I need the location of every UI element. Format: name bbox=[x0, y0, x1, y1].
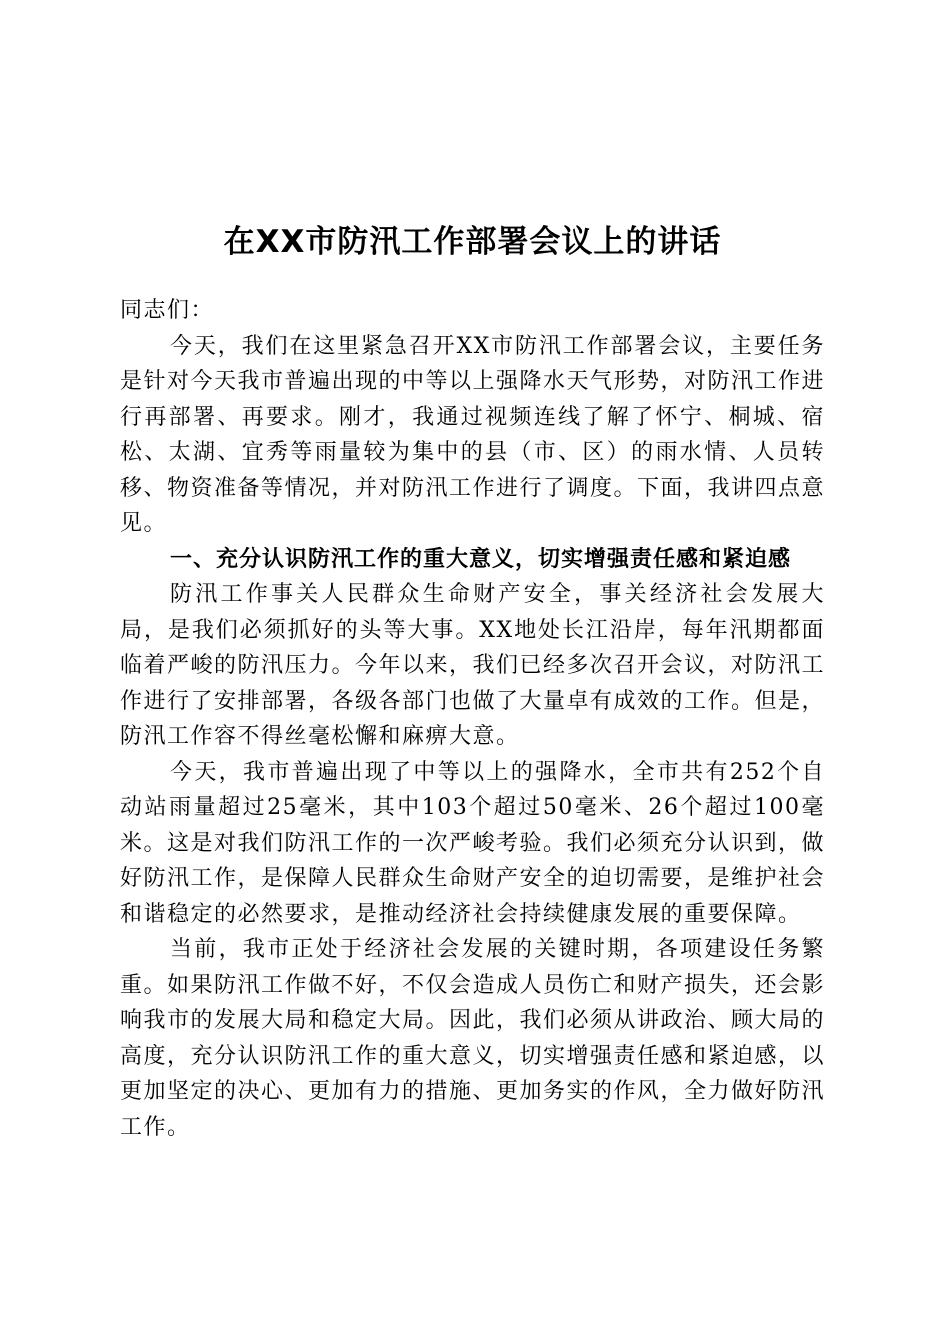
document-title: 在XX市防汛工作部署会议上的讲话 bbox=[223, 223, 722, 260]
section-heading-1: 一、充分认识防汛工作的重大意义，切实增强责任感和紧迫感 bbox=[170, 546, 792, 572]
document-body bbox=[120, 293, 825, 1145]
paragraph-rainfall: 今天，我市普遍出现了中等以上的强降水，全市共有252个自动站雨量超过25毫米，其中103个超过50毫米、26个超过100毫米。这是对我们防汛工作的一次严峻考验。我们必须充分认识到，做好防汛工作，是保障人民群众生命财产安全的迫切需要，是维护社会和谐稳定的必然要求，是推动经济社会持续健康发展的重要保障。 bbox=[120, 759, 826, 927]
paragraph-intro: 今天，我们在这里紧急召开XX市防汛工作部署会议，主要任务是针对今天我市普遍出现的中等以上强降水天气形势，对防汛工作进行再部署、再要求。刚才，我通过视频连线了解了怀宁、桐城、宿松、太湖、宜秀等雨量较为集中的县（市、区）的雨水情、人员转移、物资准备等情况，并对防汛工作进行了调度。下面，我讲四点意见。 bbox=[120, 333, 826, 536]
paragraph-current-period: 当前，我市正处于经济社会发展的关键时期，各项建设任务繁重。如果防汛工作做不好，不仅会造成人员伤亡和财产损失，还会影响我市的发展大局和稳定大局。因此，我们必须从讲政治、顾大局的高度，充分认识防汛工作的重大意义，切实增强责任感和紧迫感，以更加坚定的决心、更加有力的措施、更加务实的作风，全力做好防汛工作。 bbox=[120, 937, 826, 1140]
salutation: 同志们： bbox=[120, 298, 215, 323]
paragraph-significance: 防汛工作事关人民群众生命财产安全，事关经济社会发展大局，是我们必须抓好的头等大事。XX地处长江沿岸，每年汛期都面临着严峻的防汛压力。今年以来，我们已经多次召开会议，对防汛工作进行了安排部署，各级各部门也做了大量卓有成效的工作。但是，防汛工作容不得丝毫松懈和麻痹大意。 bbox=[120, 582, 826, 749]
